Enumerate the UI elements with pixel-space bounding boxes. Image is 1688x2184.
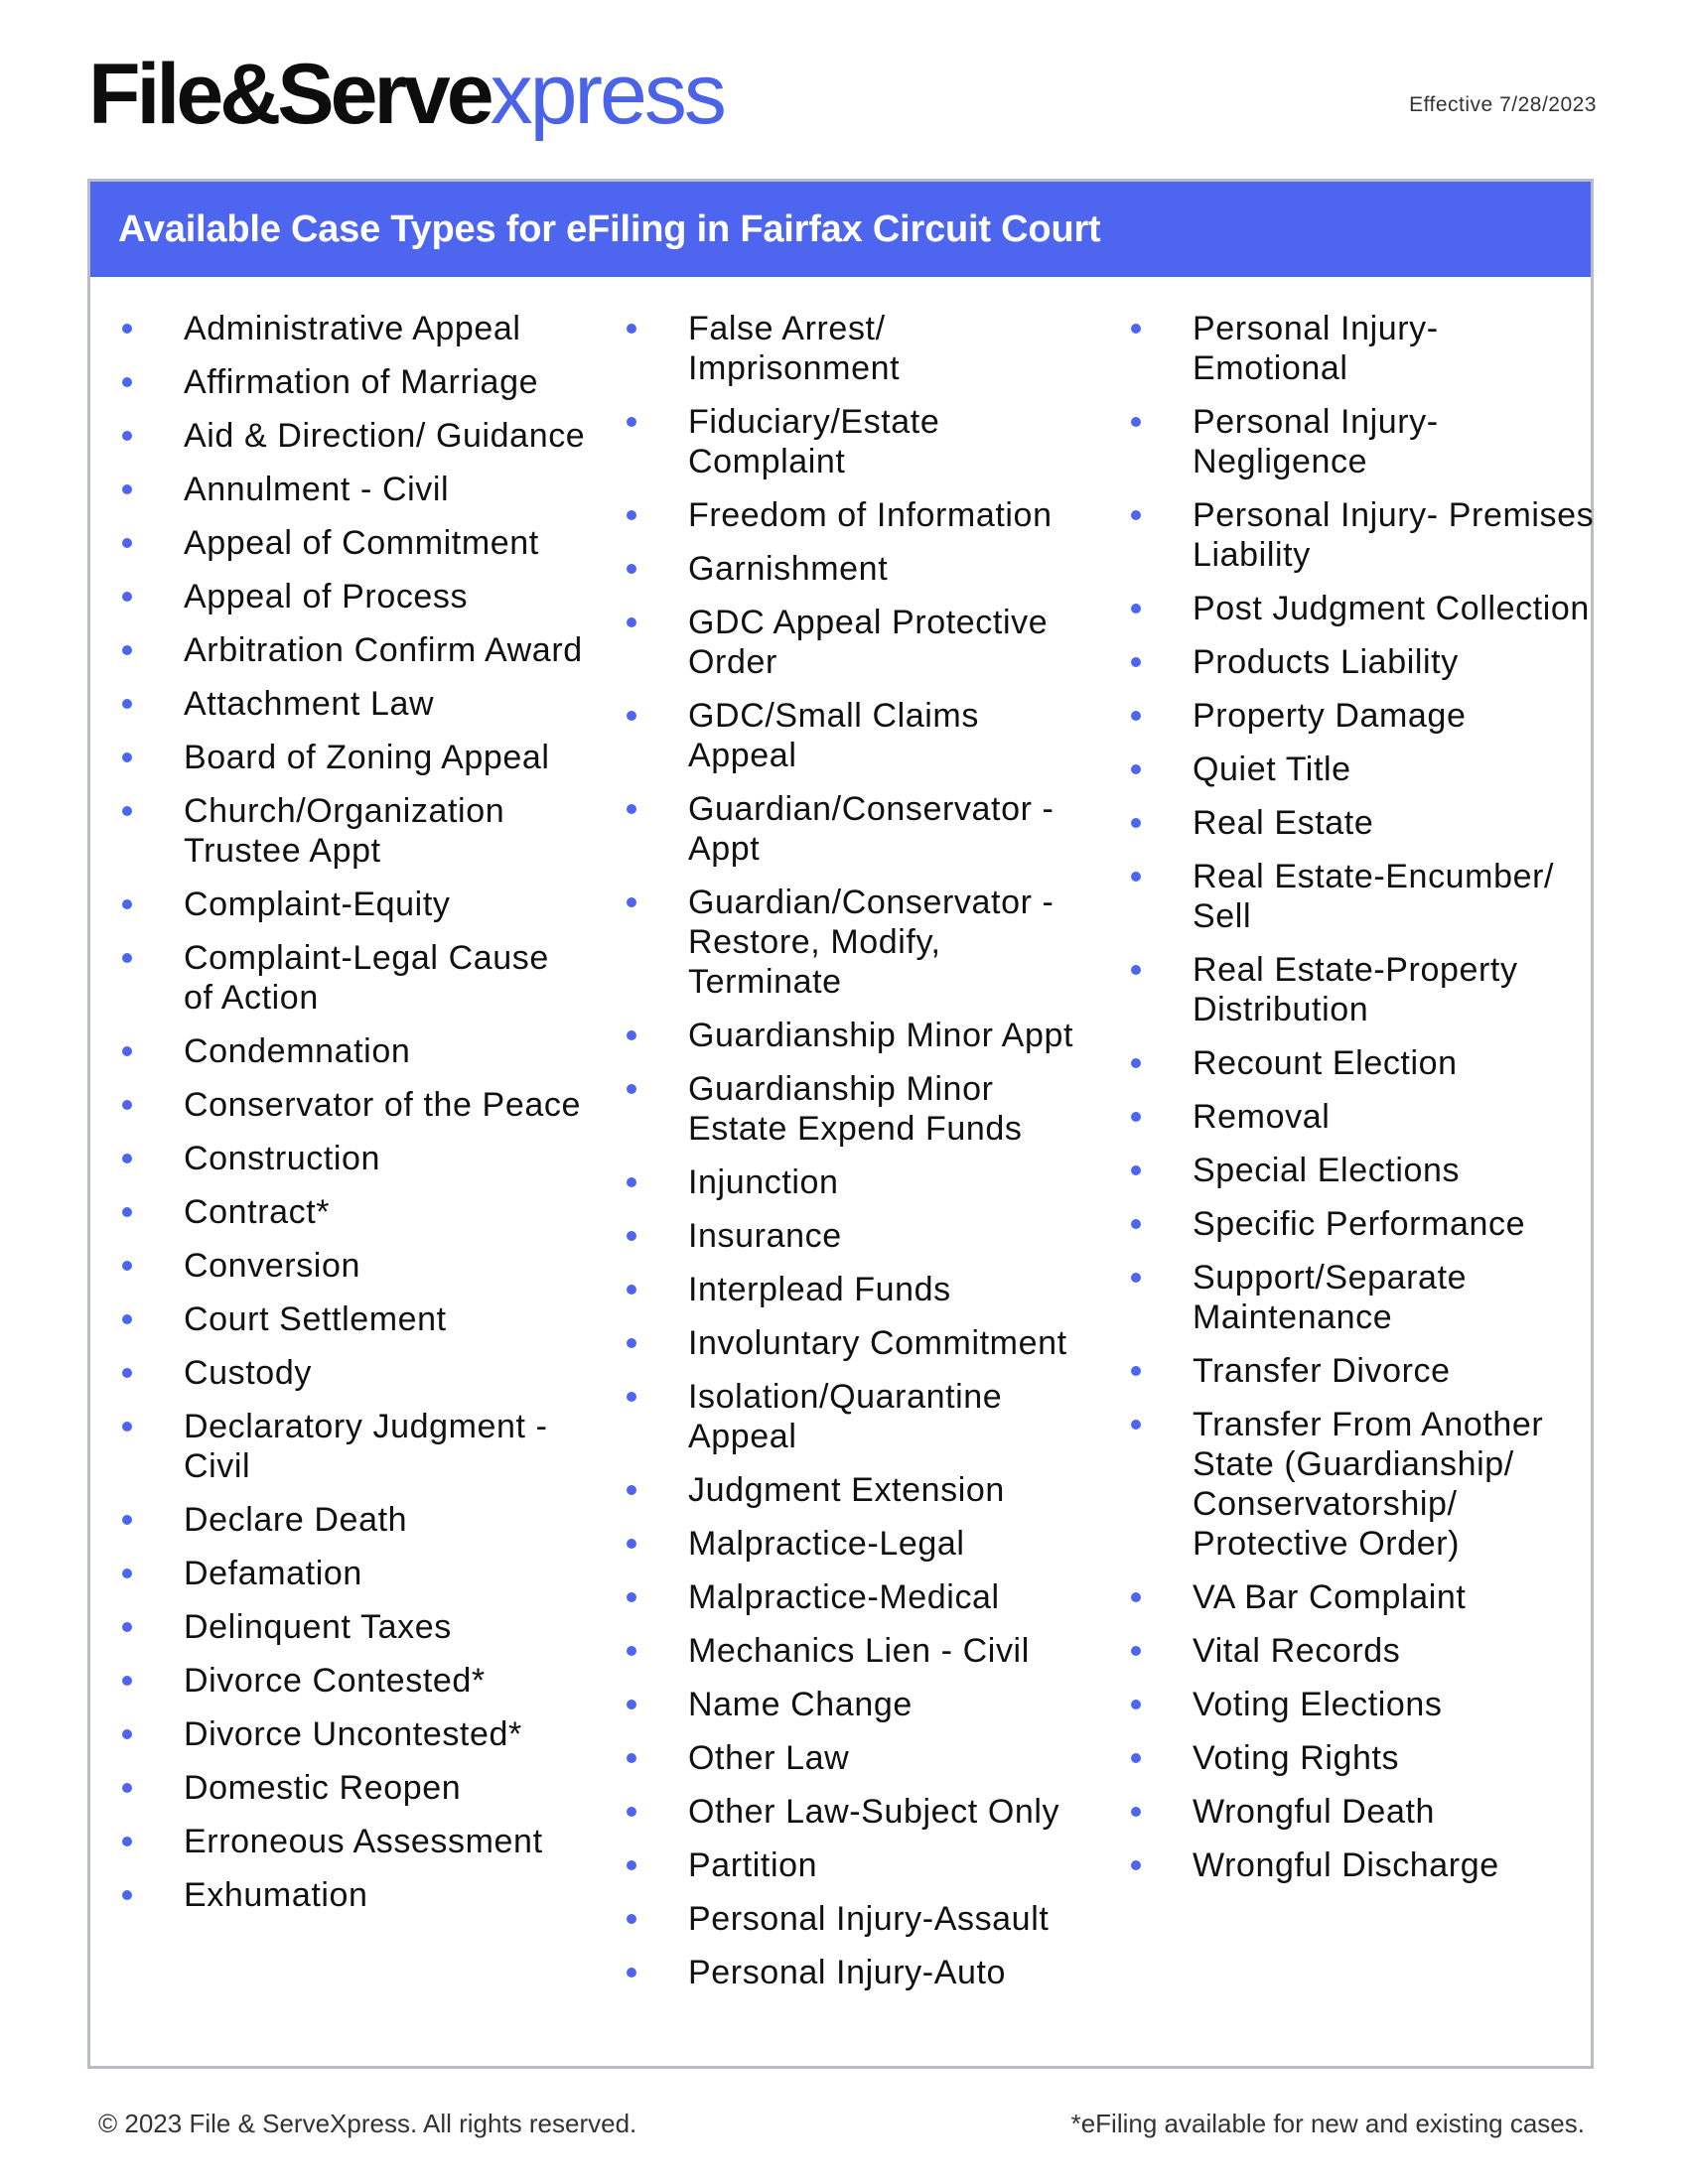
case-type-item — [1129, 857, 1596, 936]
case-type-item — [625, 1953, 1091, 1992]
case-type-item — [120, 1500, 587, 1540]
case-type-list — [120, 309, 587, 1915]
case-type-label: VA Bar Complaint — [1193, 1578, 1467, 1616]
case-type-label: Malpractice-Legal — [688, 1525, 965, 1563]
case-type-item — [1129, 1792, 1596, 1832]
bullet-icon — [122, 1154, 132, 1163]
case-type-label: Specific Performance — [1193, 1205, 1526, 1243]
case-type-item — [625, 789, 1091, 869]
case-type-label: Complaint-Legal Cause of Action — [184, 939, 549, 1017]
case-type-label: Voting Elections — [1193, 1686, 1443, 1723]
bullet-icon — [122, 377, 132, 387]
bullet-icon — [122, 1890, 132, 1900]
case-type-item — [120, 523, 587, 563]
bullet-icon — [1131, 764, 1141, 774]
case-type-item — [625, 1069, 1091, 1149]
case-type-item — [120, 1246, 587, 1286]
case-type-label: Divorce Contested* — [184, 1662, 486, 1700]
bullet-icon — [122, 1261, 132, 1271]
case-type-label: False Arrest/ Imprisonment — [688, 310, 901, 387]
case-type-label: Post Judgment Collection — [1193, 590, 1590, 627]
bullet-icon — [627, 417, 636, 427]
case-type-item — [1129, 1043, 1596, 1083]
bullet-icon — [122, 1837, 132, 1846]
case-type-item — [1129, 803, 1596, 843]
bullet-icon — [1131, 1273, 1141, 1283]
case-type-label: Personal Injury-Auto — [688, 1954, 1007, 1991]
case-type-item — [625, 402, 1091, 481]
bullet-icon — [627, 1914, 636, 1924]
case-type-item — [1129, 1738, 1596, 1778]
case-type-item — [120, 1407, 587, 1486]
case-type-item — [1129, 950, 1596, 1029]
footnote: *eFiling available for new and existing cases. — [1070, 2109, 1585, 2138]
bullet-icon — [1131, 1366, 1141, 1376]
case-type-label: Domestic Reopen — [184, 1769, 462, 1807]
case-type-item — [120, 1192, 587, 1232]
case-type-label: Personal Injury- Negligence — [1193, 403, 1439, 480]
bullet-icon — [627, 1030, 636, 1040]
case-type-label: Insurance — [688, 1217, 842, 1255]
bullet-icon — [122, 1368, 132, 1378]
case-type-label: Other Law-Subject Only — [688, 1793, 1060, 1831]
case-type-label: Partition — [688, 1846, 818, 1884]
case-type-label: Attachment Law — [184, 685, 435, 723]
bullet-icon — [627, 1592, 636, 1602]
case-type-item — [625, 1577, 1091, 1617]
case-type-label: Interplead Funds — [688, 1271, 951, 1308]
case-type-item — [1129, 495, 1596, 575]
case-type-label: Contract* — [184, 1193, 331, 1231]
case-type-label: Erroneous Assessment — [184, 1823, 543, 1860]
case-type-item — [120, 362, 587, 402]
bullet-icon — [122, 953, 132, 963]
case-type-label: Transfer Divorce — [1193, 1352, 1451, 1390]
case-type-item — [625, 1685, 1091, 1724]
bullet-icon — [627, 1753, 636, 1763]
case-type-label: Property Damage — [1193, 697, 1467, 735]
bullet-icon — [122, 1100, 132, 1110]
case-type-item — [625, 309, 1091, 388]
bullet-icon — [627, 711, 636, 721]
bullet-icon — [627, 1646, 636, 1656]
case-type-item — [120, 885, 587, 924]
case-type-item — [625, 1899, 1091, 1939]
case-type-label: Defamation — [184, 1555, 362, 1592]
bullet-icon — [1131, 1646, 1141, 1656]
case-type-item — [120, 470, 587, 509]
case-type-label: Condemnation — [184, 1032, 411, 1070]
bullet-icon — [627, 617, 636, 627]
case-type-item — [625, 1216, 1091, 1256]
bullet-icon — [1131, 1860, 1141, 1870]
bullet-icon — [122, 1207, 132, 1217]
case-type-item — [1129, 1845, 1596, 1885]
case-type-label: Appeal of Process — [184, 578, 469, 615]
bullet-icon — [627, 510, 636, 520]
case-type-item — [625, 1323, 1091, 1363]
case-type-label: Involuntary Commitment — [688, 1324, 1067, 1362]
case-type-label: Guardian/Conservator - Restore, Modify, Terminate — [688, 884, 1055, 1001]
panel-title: Available Case Types for eFiling in Fairfax Circuit Court — [90, 182, 1591, 277]
bullet-icon — [122, 1676, 132, 1686]
case-type-item — [120, 1714, 587, 1754]
case-type-item — [120, 1031, 587, 1071]
case-type-label: Special Elections — [1193, 1152, 1461, 1189]
case-type-label: Real Estate — [1193, 804, 1374, 842]
case-type-column-1 — [120, 309, 587, 1929]
bullet-icon — [122, 699, 132, 709]
case-type-column-3 — [1129, 309, 1596, 1899]
case-type-label: Declare Death — [184, 1501, 408, 1539]
case-type-item — [1129, 1204, 1596, 1244]
case-type-label: Affirmation of Marriage — [184, 363, 539, 401]
case-type-item — [1129, 696, 1596, 736]
case-type-item — [625, 1377, 1091, 1456]
case-type-item — [120, 1768, 587, 1808]
bullet-icon — [1131, 1753, 1141, 1763]
case-type-item — [120, 684, 587, 724]
case-type-label: Wrongful Death — [1193, 1793, 1436, 1831]
bullet-icon — [122, 752, 132, 762]
bullet-icon — [1131, 1219, 1141, 1229]
case-type-item — [625, 1470, 1091, 1510]
bullet-icon — [627, 1860, 636, 1870]
case-type-item — [625, 1631, 1091, 1671]
case-type-label: Freedom of Information — [688, 496, 1053, 534]
bullet-icon — [1131, 1592, 1141, 1602]
bullet-icon — [1131, 1807, 1141, 1817]
bullet-icon — [122, 1569, 132, 1578]
case-type-item — [1129, 589, 1596, 628]
case-type-item — [1129, 1151, 1596, 1190]
case-type-label: Guardianship Minor Appt — [688, 1017, 1074, 1054]
case-type-item — [625, 549, 1091, 589]
case-type-label: Real Estate-Encumber/ Sell — [1193, 858, 1555, 935]
case-type-item — [1129, 1685, 1596, 1724]
bullet-icon — [122, 1046, 132, 1056]
case-type-list — [1129, 309, 1596, 1885]
case-type-item — [120, 1085, 587, 1125]
case-type-item — [120, 938, 587, 1018]
brand-logo — [88, 47, 724, 142]
case-type-label: Other Law — [688, 1739, 850, 1777]
bullet-icon — [1131, 1165, 1141, 1175]
case-type-item — [625, 1162, 1091, 1202]
case-type-item — [625, 1270, 1091, 1309]
case-type-label: Administrative Appeal — [184, 310, 521, 347]
case-type-label: Name Change — [688, 1686, 913, 1723]
case-type-label: Divorce Uncontested* — [184, 1715, 522, 1753]
case-type-label: Aid & Direction/ Guidance — [184, 417, 586, 455]
bullet-icon — [122, 1314, 132, 1324]
case-type-label: Products Liability — [1193, 643, 1459, 681]
bullet-icon — [122, 484, 132, 494]
bullet-icon — [122, 592, 132, 602]
case-type-item — [120, 1139, 587, 1178]
case-type-label: Recount Election — [1193, 1044, 1458, 1082]
bullet-icon — [627, 1539, 636, 1549]
case-type-item — [625, 1524, 1091, 1564]
case-type-item — [120, 1353, 587, 1393]
case-type-item — [120, 1875, 587, 1915]
case-type-label: Voting Rights — [1193, 1739, 1400, 1777]
bullet-icon — [1131, 417, 1141, 427]
bullet-icon — [1131, 818, 1141, 828]
case-type-label: Personal Injury- Premises Liability — [1193, 496, 1595, 574]
case-type-item — [1129, 309, 1596, 388]
bullet-icon — [1131, 965, 1141, 975]
bullet-icon — [627, 804, 636, 814]
bullet-icon — [627, 1231, 636, 1241]
bullet-icon — [627, 897, 636, 907]
case-type-item — [1129, 750, 1596, 789]
case-type-label: Isolation/Quarantine Appeal — [688, 1378, 1003, 1455]
bullet-icon — [122, 1783, 132, 1793]
case-type-label: Injunction — [688, 1163, 839, 1201]
case-type-label: Court Settlement — [184, 1300, 447, 1338]
case-type-label: Vital Records — [1193, 1632, 1401, 1670]
case-type-label: Complaint-Equity — [184, 886, 451, 923]
logo-wordmark-accent: xpress — [490, 47, 724, 142]
bullet-icon — [627, 1968, 636, 1978]
case-type-label: Conservator of the Peace — [184, 1086, 581, 1124]
case-type-item — [120, 738, 587, 777]
bullet-icon — [122, 1622, 132, 1632]
bullet-icon — [1131, 711, 1141, 721]
case-type-label: Declaratory Judgment - Civil — [184, 1408, 548, 1485]
case-type-item — [120, 416, 587, 456]
case-type-item — [120, 1299, 587, 1339]
bullet-icon — [122, 899, 132, 909]
case-types-panel — [87, 179, 1594, 2069]
bullet-icon — [122, 431, 132, 441]
case-type-item — [1129, 1405, 1596, 1564]
case-type-label: Support/Separate Maintenance — [1193, 1259, 1468, 1336]
bullet-icon — [627, 1285, 636, 1295]
case-type-label: Board of Zoning Appeal — [184, 739, 550, 776]
case-type-item — [1129, 1351, 1596, 1391]
bullet-icon — [1131, 510, 1141, 520]
bullet-icon — [627, 1392, 636, 1402]
bullet-icon — [122, 1515, 132, 1525]
effective-date: Effective 7/28/2023 — [1409, 93, 1597, 116]
case-type-item — [1129, 642, 1596, 682]
case-type-item — [120, 1607, 587, 1647]
case-type-label: Annulment - Civil — [184, 471, 450, 508]
case-type-item — [1129, 1577, 1596, 1617]
case-type-label: Custody — [184, 1354, 312, 1392]
case-type-label: Arbitration Confirm Award — [184, 631, 583, 669]
bullet-icon — [1131, 1112, 1141, 1122]
case-type-label: Mechanics Lien - Civil — [688, 1632, 1030, 1670]
case-type-item — [625, 603, 1091, 682]
case-type-item — [120, 630, 587, 670]
case-type-label: Personal Injury- Emotional — [1193, 310, 1439, 387]
copyright-notice: © 2023 File & ServeXpress. All rights reserved. — [98, 2109, 637, 2138]
case-type-label: Real Estate-Property Distribution — [1193, 951, 1518, 1028]
case-type-item — [625, 1016, 1091, 1055]
case-type-item — [120, 791, 587, 871]
case-type-item — [120, 1661, 587, 1701]
bullet-icon — [627, 1338, 636, 1348]
case-type-label: GDC Appeal Protective Order — [688, 604, 1049, 681]
bullet-icon — [627, 324, 636, 334]
bullet-icon — [627, 564, 636, 574]
bullet-icon — [1131, 1700, 1141, 1709]
case-type-label: GDC/Small Claims Appeal — [688, 697, 979, 774]
case-type-column-2 — [625, 309, 1091, 2006]
case-type-item — [120, 309, 587, 348]
case-type-list — [625, 309, 1091, 1992]
bullet-icon — [1131, 604, 1141, 614]
bullet-icon — [122, 1729, 132, 1739]
case-type-label: Malpractice-Medical — [688, 1578, 1000, 1616]
bullet-icon — [627, 1177, 636, 1187]
case-type-label: Construction — [184, 1140, 381, 1177]
case-type-label: Fiduciary/Estate Complaint — [688, 403, 940, 480]
case-type-label: Conversion — [184, 1247, 360, 1285]
case-type-item — [1129, 1258, 1596, 1337]
bullet-icon — [122, 324, 132, 334]
case-type-item — [625, 883, 1091, 1002]
bullet-icon — [1131, 324, 1141, 334]
case-type-columns — [90, 309, 1595, 2066]
case-type-item — [625, 495, 1091, 535]
case-type-label: Guardianship Minor Estate Expend Funds — [688, 1070, 1023, 1148]
case-type-label: Removal — [1193, 1098, 1331, 1136]
bullet-icon — [627, 1485, 636, 1495]
bullet-icon — [122, 1422, 132, 1432]
case-type-label: Appeal of Commitment — [184, 524, 539, 562]
case-type-item — [625, 696, 1091, 775]
case-type-item — [120, 1822, 587, 1861]
case-type-item — [120, 1554, 587, 1593]
bullet-icon — [122, 538, 132, 548]
case-type-label: Garnishment — [688, 550, 889, 588]
case-type-label: Judgment Extension — [688, 1471, 1005, 1509]
case-type-item — [625, 1845, 1091, 1885]
bullet-icon — [627, 1700, 636, 1709]
case-type-item — [625, 1738, 1091, 1778]
bullet-icon — [122, 806, 132, 816]
case-type-label: Guardian/Conservator - Appt — [688, 790, 1055, 868]
bullet-icon — [627, 1084, 636, 1094]
case-type-label: Wrongful Discharge — [1193, 1846, 1499, 1884]
case-type-item — [625, 1792, 1091, 1832]
case-type-label: Transfer From Another State (Guardianship/ Conservatorship/ Protective Order) — [1193, 1406, 1544, 1563]
logo-wordmark-bold: File&Serve — [88, 47, 491, 142]
case-type-label: Exhumation — [184, 1876, 368, 1914]
case-type-label: Quiet Title — [1193, 751, 1351, 788]
case-type-label: Church/Organization Trustee Appt — [184, 792, 505, 870]
bullet-icon — [1131, 1420, 1141, 1430]
case-type-item — [120, 577, 587, 616]
case-type-item — [1129, 1097, 1596, 1137]
case-type-label: Personal Injury-Assault — [688, 1900, 1050, 1938]
bullet-icon — [627, 1807, 636, 1817]
bullet-icon — [122, 645, 132, 655]
bullet-icon — [1131, 872, 1141, 882]
bullet-icon — [1131, 657, 1141, 667]
bullet-icon — [1131, 1058, 1141, 1068]
case-type-item — [1129, 402, 1596, 481]
case-type-label: Delinquent Taxes — [184, 1608, 452, 1646]
case-type-item — [1129, 1631, 1596, 1671]
